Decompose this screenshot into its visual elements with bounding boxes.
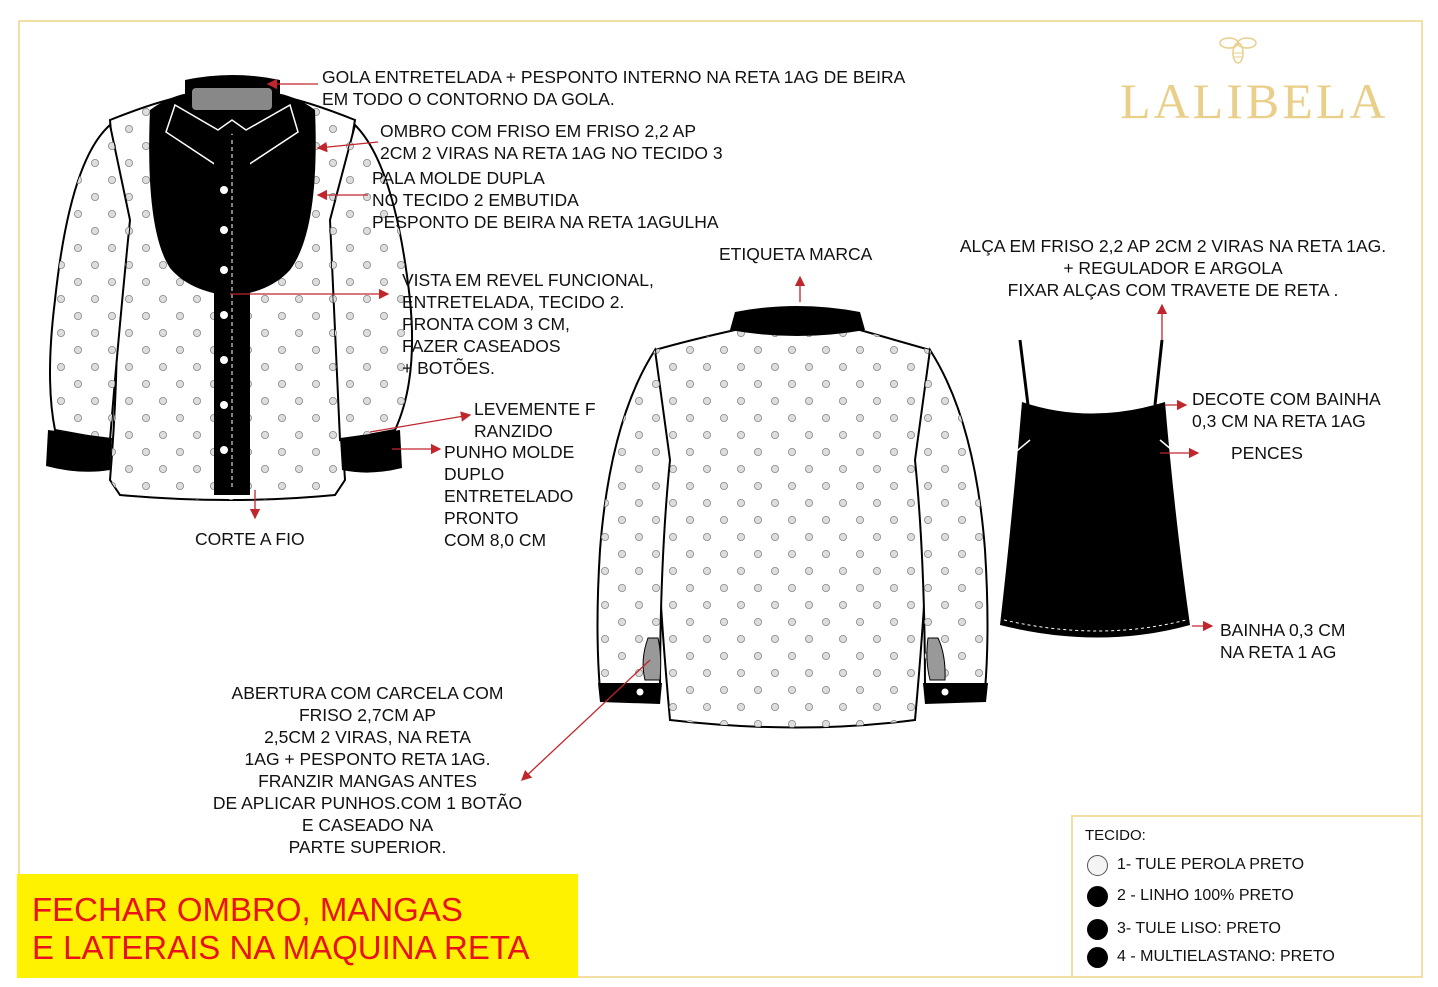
black-swatch-icon [1087,919,1108,940]
back-shirt-drawing [598,306,989,728]
note-decote: DECOTE COM BAINHA 0,3 CM NA RETA 1AG [1192,389,1381,431]
brand-logo-text: LALIBELA [1120,73,1389,129]
front-shirt-drawing [46,75,412,500]
note-corte-a-fio: CORTE A FIO [195,529,305,549]
note-bainha: BAINHA 0,3 CM NA RETA 1 AG [1220,620,1346,662]
note-gola: GOLA ENTRETELADA + PESPONTO INTERNO NA RETA 1AG DE BEIRA EM TODO O CONTORNO DA GOLA. [322,67,906,109]
note-punho: PUNHO MOLDE DUPLO ENTRETELADO PRONTO COM 8,0 CM [444,442,575,550]
note-alca: ALÇA EM FRISO 2,2 AP 2CM 2 VIRAS NA RETA 1AG. + REGULADOR E ARGOLA FIXAR ALÇAS COM TRAVETE DE RETA . [959,236,1387,300]
fabric-legend [1071,815,1423,978]
black-swatch-icon [1087,886,1108,907]
black-swatch-icon [1087,947,1108,968]
note-vista: VISTA EM REVEL FUNCIONAL, ENTRETELADA, TECIDO 2. PRONTA COM 3 CM, FAZER CASEADOS + BOTÕES. [402,270,654,378]
instruction-banner [17,874,578,978]
banner-line-2: E LATERAIS NA MAQUINA RETA [32,929,530,966]
camisole-drawing [1000,340,1190,638]
bee-logo-icon [1218,33,1258,67]
legend-label: 4 - MULTIELASTANO: PRETO [1117,948,1335,965]
banner-line-1: FECHAR OMBRO, MANGAS [32,891,463,928]
note-etiqueta-marca: ETIQUETA MARCA [719,244,873,264]
note-ombro: OMBRO COM FRISO EM FRISO 2,2 AP 2CM 2 VIRAS NA RETA 1AG NO TECIDO 3 [380,121,723,163]
legend-label: 3- TULE LISO: PRETO [1117,920,1281,937]
pearl-tulle-swatch-icon [1087,855,1108,876]
legend-title: TECIDO: [1085,827,1146,844]
note-pala: PALA MOLDE DUPLA NO TECIDO 2 EMBUTIDA PESPONTO DE BEIRA NA RETA 1AGULHA [372,168,719,232]
legend-label: 2 - LINHO 100% PRETO [1117,887,1294,904]
note-levemente-franzido: LEVEMENTE F RANZIDO [474,399,596,441]
note-abertura: ABERTURA COM CARCELA COM FRISO 2,7CM AP 2,5CM 2 VIRAS, NA RETA 1AG + PESPONTO RETA 1AG. FRANZIR MANGAS ANTES DE APLICAR PUNHOS.COM 1 BOTÃO E CASEADO NA PARTE SUPERIOR. [212,683,523,857]
legend-label: 1- TULE PEROLA PRETO [1117,856,1305,873]
note-pences: PENCES [1231,443,1303,463]
